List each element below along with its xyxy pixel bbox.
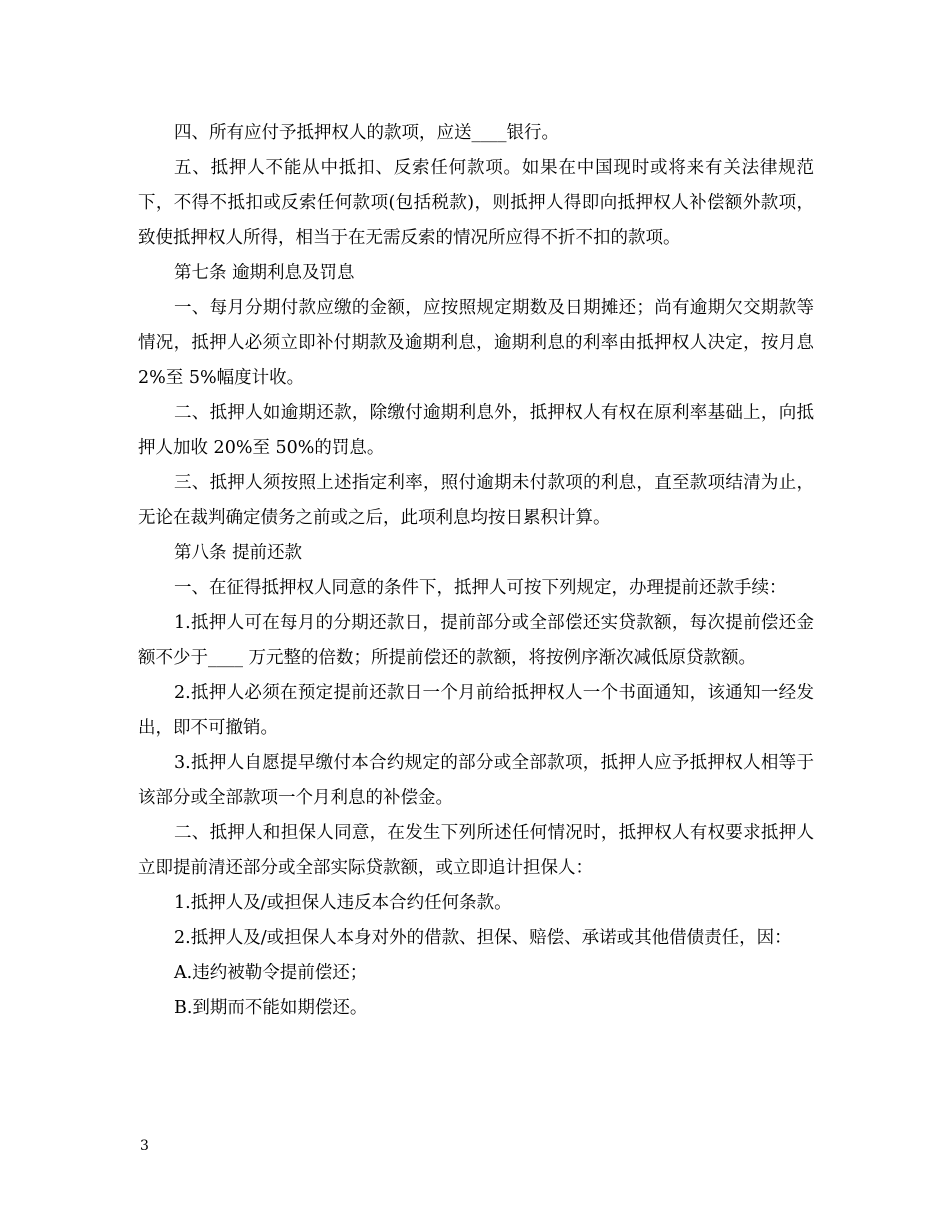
article-seven-heading: 第七条 逾期利息及罚息 <box>174 263 355 283</box>
paragraph-article-seven-two: 二、抵押人如逾期还款，除缴付逾期利息外，抵押权人有权在原利率基础上，向抵押人加收 20%至 50%的罚息。 <box>138 403 814 458</box>
paragraph-article-eight-one: 一、在征得抵押权人同意的条件下，抵押人可按下列规定，办理提前还款手续： <box>174 578 787 598</box>
paragraph-sub-item-b: B.到期而不能如期偿还。 <box>174 998 368 1018</box>
paragraph-sub-item-a: A.违约被勒令提前偿还； <box>174 963 368 983</box>
paragraph-article-eight-one-item-3: 3.抵押人自愿提早缴付本合约规定的部分或全部款项，抵押人应予抵押权人相等于该部分或全部款项一个月利息的补偿金。 <box>138 753 814 808</box>
paragraph-article-eight-one-item-1: 1.抵押人可在每月的分期还款日，提前部分或全部偿还实贷款额，每次提前偿还金额不少于____ 万元整的倍数；所提前偿还的款额，将按例序渐次减低原贷款额。 <box>138 613 814 668</box>
paragraph-article-eight-two-item-2: 2.抵押人及/或担保人本身对外的借款、担保、赔偿、承诺或其他借债责任，因： <box>174 928 792 948</box>
paragraph-article-eight-one-item-2: 2.抵押人必须在预定提前还款日一个月前给抵押权人一个书面通知，该通知一经发出，即不可撤销。 <box>138 683 814 738</box>
paragraph-clause-five: 五、抵押人不能从中抵扣、反索任何款项。如果在中国现时或将来有关法律规范下，不得不抵扣或反索任何款项(包括税款)，则抵押人得即向抵押权人补偿额外款项，致使抵押权人所得，相当于在无需反索的情况所应得不折不扣的款项。 <box>138 158 814 248</box>
paragraph-article-seven-one: 一、每月分期付款应缴的金额，应按照规定期数及日期摊还；尚有逾期欠交期款等情况，抵押人必须立即补付期款及逾期利息，逾期利息的利率由抵押权人决定，按月息 2%至 5%幅度计收。 <box>138 298 814 388</box>
paragraph-article-seven-three: 三、抵押人须按照上述指定利率，照付逾期未付款项的利息，直至款项结清为止，无论在裁判确定债务之前或之后，此项利息均按日累积计算。 <box>138 473 814 528</box>
article-eight-heading: 第八条 提前还款 <box>174 543 303 563</box>
paragraph-article-eight-two: 二、抵押人和担保人同意，在发生下列所述任何情况时，抵押权人有权要求抵押人立即提前清还部分或全部实际贷款额，或立即追计担保人： <box>138 823 814 878</box>
paragraph-article-eight-two-item-1: 1.抵押人及/或担保人违反本合约任何条款。 <box>174 893 512 913</box>
paragraph-clause-four: 四、所有应付予抵押权人的款项，应送____银行。 <box>174 123 559 143</box>
page-number: 3 <box>140 1138 149 1154</box>
document-body <box>138 116 814 1026</box>
